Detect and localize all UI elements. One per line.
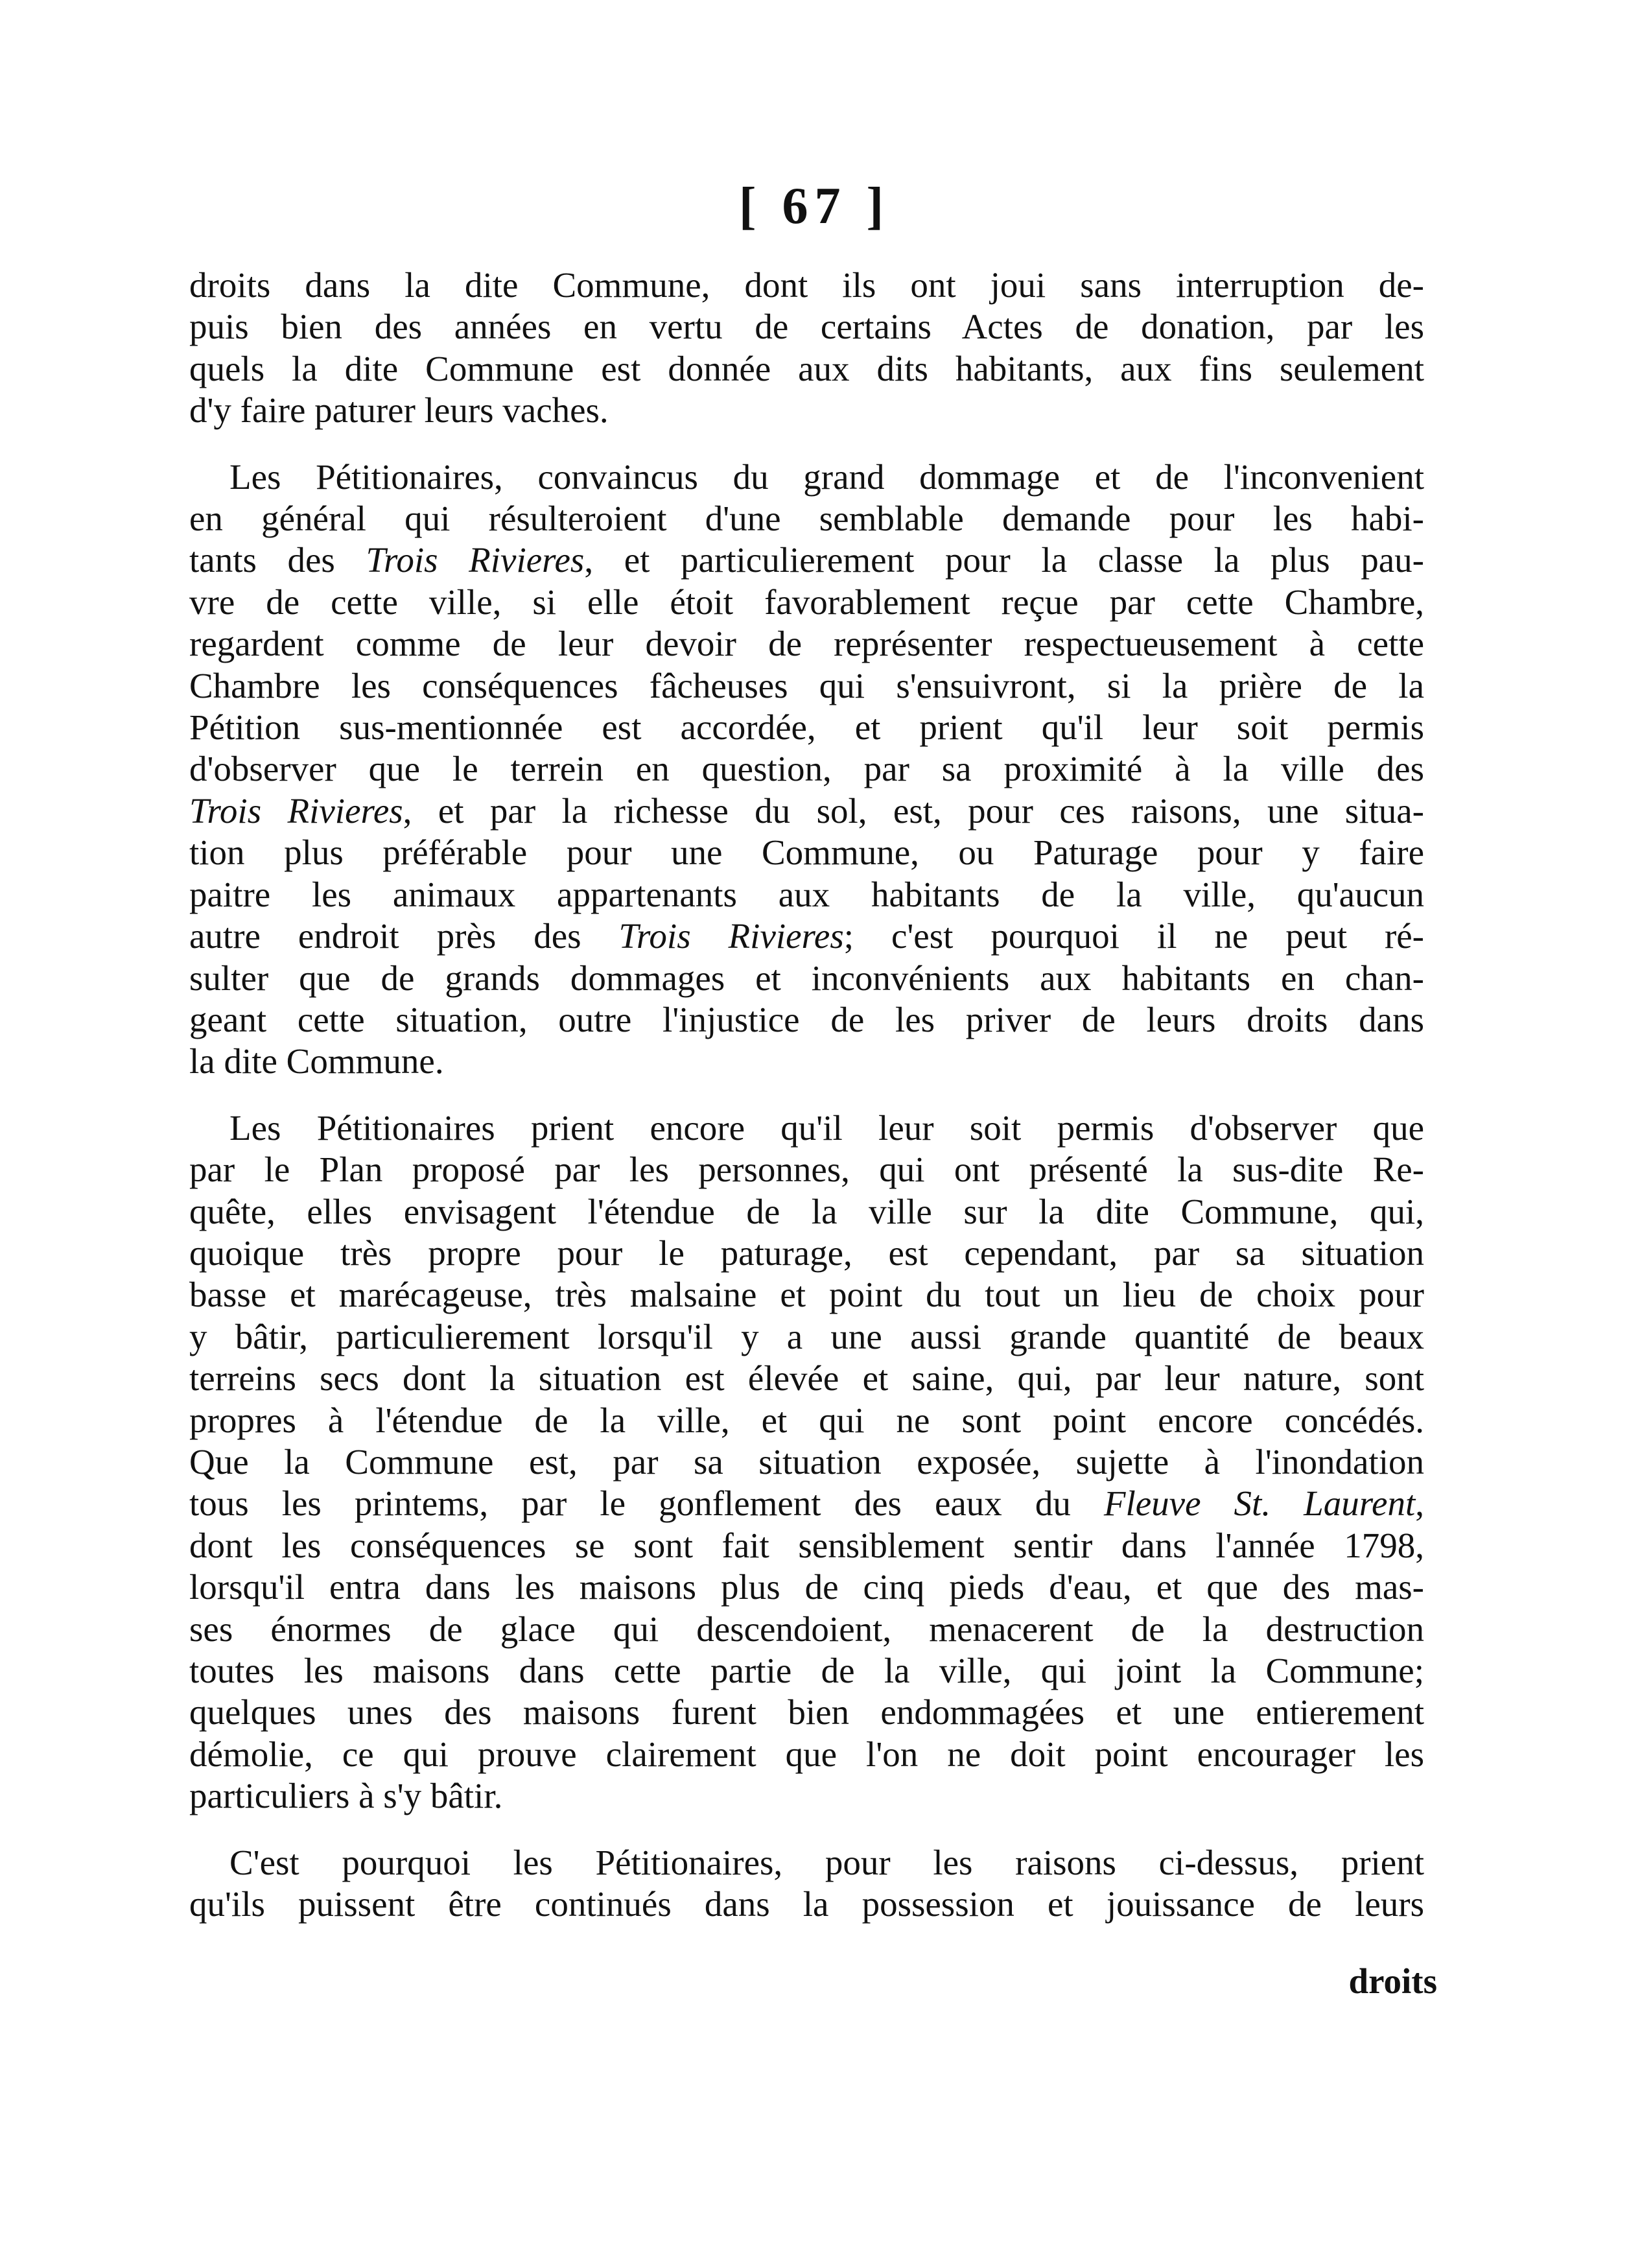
text-line: démolie, ce qui prouve clairement que l'on ne doit point encourager les <box>189 1734 1424 1774</box>
text-line: dont les conséquences se sont fait sensiblement sentir dans l'année 1798, <box>189 1525 1424 1565</box>
text-line: par le Plan proposé par les personnes, qui ont présenté la sus-dite Re- <box>189 1150 1424 1190</box>
text-line: tous les printems, par le gonflement des eaux du Fleuve St. Laurent, <box>189 1483 1425 1524</box>
text-line: lorsqu'il entra dans les maisons plus de cinq pieds d'eau, et que des mas- <box>189 1567 1424 1607</box>
text-line: particuliers à s'y bâtir. <box>189 1776 503 1816</box>
text-line: puis bien des années en vertu de certains Actes de donation, par les <box>189 307 1424 347</box>
text-line: la dite Commune. <box>189 1041 444 1081</box>
text-line: geant cette situation, outre l'injustice de les priver de leurs droits dans <box>189 999 1424 1039</box>
text-line: Chambre les conséquences fâcheuses qui s'ensuivront, si la prière de la <box>189 665 1424 705</box>
text-line: vre de cette ville, si elle étoit favorablement reçue par cette Chambre, <box>189 582 1424 622</box>
text-line: tants des Trois Rivieres, et particulierement pour la classe la plus pau- <box>189 540 1424 580</box>
text-line: quels la dite Commune est donnée aux dits habitants, aux fins seulement <box>189 348 1424 388</box>
text-line: quoique très propre pour le paturage, est cependant, par sa situation <box>189 1233 1424 1273</box>
paragraph <box>189 1842 1424 1926</box>
text-line: qu'ils puissent être continués dans la possession et jouissance de leurs <box>189 1884 1424 1924</box>
text-line: basse et marécageuse, très malsaine et point du tout un lieu de choix pour <box>189 1275 1424 1315</box>
text-line: tion plus préférable pour une Commune, ou Paturage pour y faire <box>189 833 1424 873</box>
text-line: d'y faire paturer leurs vaches. <box>189 390 609 431</box>
text-line: en général qui résulteroient d'une semblable demande pour les habi- <box>189 499 1424 539</box>
text-line: quête, elles envisagent l'étendue de la ville sur la dite Commune, qui, <box>189 1191 1424 1231</box>
text-line: Les Pétitionaires prient encore qu'il leur soit permis d'observer que <box>229 1107 1424 1148</box>
text-line: Trois Rivieres, et par la richesse du sol, est, pour ces raisons, une situa- <box>189 790 1424 831</box>
text-line: droits dans la dite Commune, dont ils ont joui sans interruption de- <box>189 265 1424 305</box>
text-line: Que la Commune est, par sa situation exposée, sujette à l'inondation <box>189 1441 1424 1482</box>
text-line: Pétition sus-mentionnée est accordée, et prient qu'il leur soit permis <box>189 707 1424 748</box>
body-text <box>189 265 1424 1925</box>
paragraph <box>189 456 1424 1083</box>
text-line: autre endroit près des Trois Rivieres; c'est pourquoi il ne peut ré- <box>189 916 1424 956</box>
text-line: propres à l'étendue de la ville, et qui ne sont point encore concédés. <box>189 1400 1424 1440</box>
paragraph <box>189 1107 1424 1817</box>
text-line: d'observer que le terrein en question, par sa proximité à la ville des <box>189 749 1424 789</box>
text-line: Les Pétitionaires, convaincus du grand dommage et de l'inconvenient <box>229 456 1424 497</box>
text-line: paitre les animaux appartenants aux habitants de la ville, qu'aucun <box>189 874 1424 914</box>
text-line: C'est pourquoi les Pétitionaires, pour les raisons ci-dessus, prient <box>229 1842 1424 1882</box>
text-line: regardent comme de leur devoir de représenter respectueusement à cette <box>189 624 1424 664</box>
text-line: ses énormes de glace qui descendoient, menacerent de la destruction <box>189 1609 1424 1649</box>
catchword: droits <box>1348 1961 1437 2001</box>
text-line: terreins secs dont la situation est élevée et saine, qui, par leur nature, sont <box>189 1358 1424 1399</box>
text-line: y bâtir, particulierement lorsqu'il y a une aussi grande quantité de beaux <box>189 1316 1424 1356</box>
text-line: quelques unes des maisons furent bien endommagées et une entierement <box>189 1692 1424 1732</box>
page-number: [ 67 ] <box>738 178 891 235</box>
paragraph <box>189 265 1424 432</box>
text-line: toutes les maisons dans cette partie de la ville, qui joint la Commune; <box>189 1651 1424 1690</box>
text-line: sulter que de grands dommages et inconvénients aux habitants en chan- <box>189 958 1424 998</box>
